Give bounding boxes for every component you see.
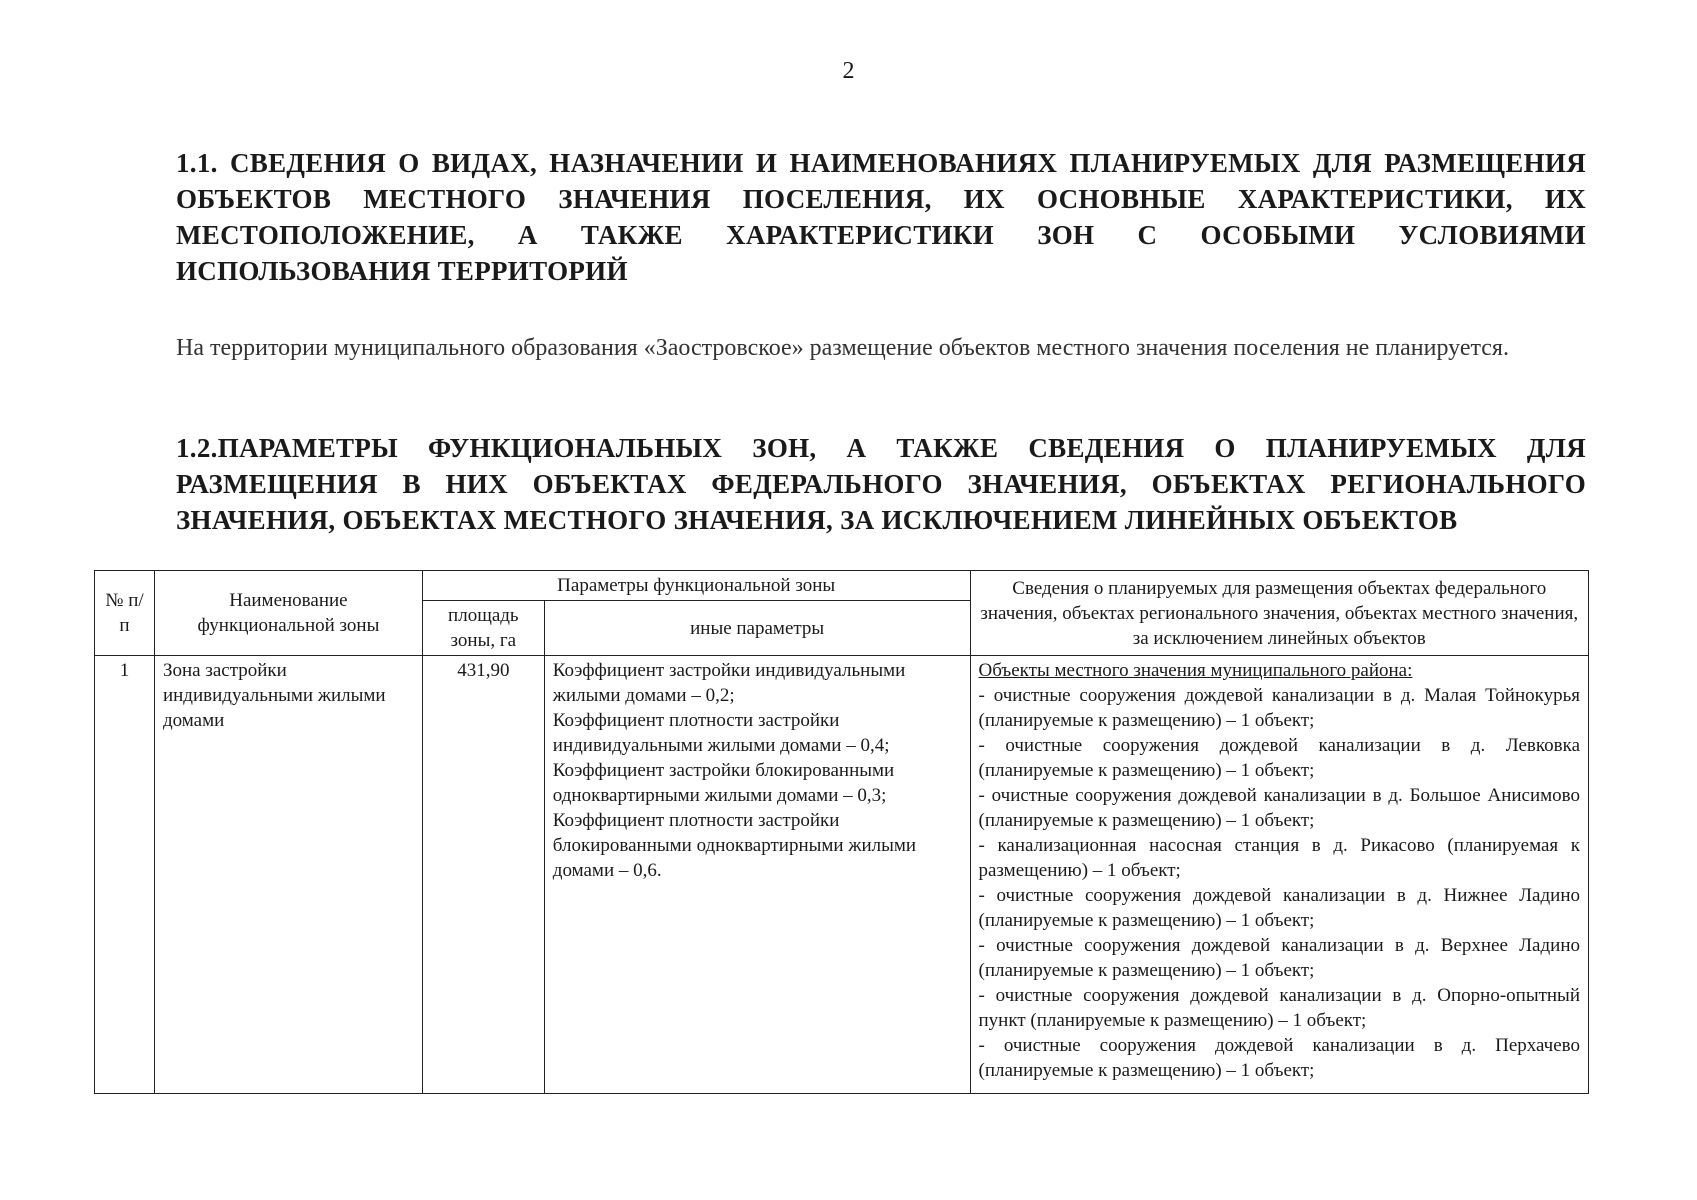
list-item: - очистные сооружения дождевой канализации в д. Левковка (планируемые к размещению) – 1 объект; [979, 733, 1581, 783]
row-num: 1 [95, 656, 155, 1094]
header-num: № п/п [95, 571, 155, 656]
section-1-1-heading: 1.1. СВЕДЕНИЯ О ВИДАХ, НАЗНАЧЕНИИ И НАИМЕНОВАНИЯХ ПЛАНИРУЕМЫХ ДЛЯ РАЗМЕЩЕНИЯ ОБЪЕКТОВ МЕСТНОГО ЗНАЧЕНИЯ ПОСЕЛЕНИЯ, ИХ ОСНОВНЫЕ ХАРАКТЕРИСТИКИ, ИХ МЕСТОПОЛОЖЕНИЕ, А ТАКЖЕ ХАРАКТЕРИСТИКИ ЗОН С ОСОБЫМИ УСЛОВИЯМИ ИСПОЛЬЗОВАНИЯ ТЕРРИТОРИЙ [176, 148, 1586, 286]
list-item: - канализационная насосная станция в д. Рикасово (планируемая к размещению) – 1 объект; [979, 833, 1581, 883]
list-item: - очистные сооружения дождевой канализации в д. Нижнее Ладино (планируемые к размещению) – 1 объект; [979, 883, 1581, 933]
param-line: Коэффициент плотности застройки индивидуальными жилыми домами – 0,4; [552, 710, 890, 756]
param-line: Коэффициент застройки блокированными одноквартирными жилыми домами – 0,3; [552, 760, 895, 806]
list-item: - очистные сооружения дождевой канализации в д. Малая Тойнокурья (планируемые к размещению) – 1 объект; [979, 683, 1581, 733]
row-zone-name: Зона застройки индивидуальными жилыми домами [154, 656, 422, 1094]
row-area: 431,90 [422, 656, 544, 1094]
header-planned-objects: Сведения о планируемых для размещения объектах федерального значения, объектах регионального значения, объектах местного значения, за исключением линейных объектов [970, 571, 1589, 656]
list-item: - очистные сооружения дождевой канализации в д. Верхнее Ладино (планируемые к размещению) – 1 объект; [979, 933, 1581, 983]
row-planned-objects [970, 656, 1589, 1094]
header-other-params: иные параметры [544, 601, 970, 656]
list-item: - очистные сооружения дождевой канализации в д. Большое Анисимово (планируемые к размещению) – 1 объект; [979, 783, 1581, 833]
header-zone-name: Наименование функциональной зоны [154, 571, 422, 656]
param-line: Коэффициент застройки индивидуальными жилыми домами – 0,2; [552, 660, 906, 706]
list-item: - очистные сооружения дождевой канализации в д. Опорно-опытный пункт (планируемые к размещению) – 1 объект; [979, 983, 1581, 1033]
table-row [95, 656, 1589, 1094]
functional-zones-table [94, 570, 1589, 1094]
header-area: площадь зоны, га [422, 601, 544, 656]
row-other-params [544, 656, 970, 1094]
section-1-1-paragraph: На территории муниципального образования «Заостровское» размещение объектов местного значения поселения не планируется. [176, 335, 1509, 361]
objects-list [979, 683, 1581, 1083]
page-number: 2 [842, 58, 855, 84]
objects-title: Объекты местного значения муниципального района: [978, 660, 1413, 681]
section-1-2-heading: 1.2.ПАРАМЕТРЫ ФУНКЦИОНАЛЬНЫХ ЗОН, А ТАКЖЕ СВЕДЕНИЯ О ПЛАНИРУЕМЫХ ДЛЯ РАЗМЕЩЕНИЯ В НИХ ОБЪЕКТАХ ФЕДЕРАЛЬНОГО ЗНАЧЕНИЯ, ОБЪЕКТАХ РЕГИОНАЛЬНОГО ЗНАЧЕНИЯ, ОБЪЕКТАХ МЕСТНОГО ЗНАЧЕНИЯ, ЗА ИСКЛЮЧЕНИЕМ ЛИНЕЙНЫХ ОБЪЕКТОВ [176, 433, 1586, 535]
param-line: Коэффициент плотности застройки блокированными одноквартирными жилыми домами – 0,6. [552, 810, 917, 881]
list-item: - очистные сооружения дождевой канализации в д. Перхачево (планируемые к размещению) – 1 объект; [979, 1033, 1581, 1083]
header-params-group: Параметры функциональной зоны [422, 571, 970, 601]
